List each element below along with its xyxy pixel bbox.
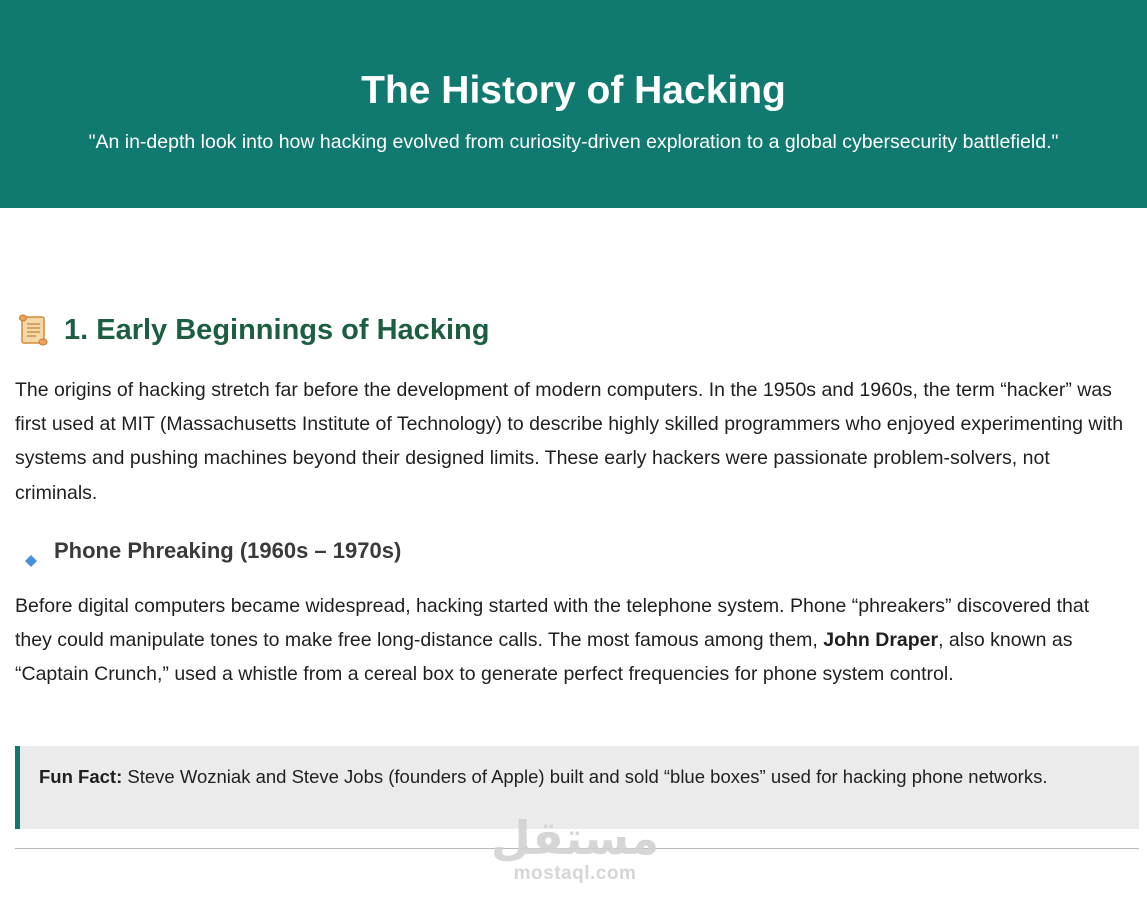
scroll-icon — [16, 312, 52, 348]
subsection-heading-text: Phone Phreaking (1960s – 1970s) — [54, 538, 402, 563]
watermark-logo: مستقل — [490, 811, 660, 865]
section-heading — [16, 308, 489, 352]
watermark — [490, 812, 660, 890]
fun-fact-label: Fun Fact: — [39, 766, 123, 787]
page-header — [0, 0, 1147, 208]
page-subtitle: "An in-depth look into how hacking evolved from curiosity-driven exploration to a global cybersecurity battlefield." — [88, 131, 1059, 153]
phreaking-paragraph — [15, 589, 1125, 692]
section-heading-text: 1. Early Beginnings of Hacking — [64, 314, 490, 346]
watermark-text: mostaql.com — [513, 863, 637, 884]
phreaking-text-before: Before digital computers became widespread, hacking started with the telephone system. Phone “phreakers” discovered that they could manipulate tones to make free long-distance calls. The most famous among them, — [15, 595, 1090, 652]
page-title: The History of Hacking — [361, 69, 786, 112]
subsection-heading — [24, 534, 401, 568]
fun-fact-text: Steve Wozniak and Steve Jobs (founders of Apple) built and sold “blue boxes” used for hacking phone networks. — [122, 766, 1048, 787]
intro-paragraph: The origins of hacking stretch far before the development of modern computers. In the 1950s and 1960s, the term “hacker” was first used at MIT (Massachusetts Institute of Technology) to describe highly skilled programmers who enjoyed experimenting with systems and pushing machines beyond their designed limits. These early hackers were passionate problem-solvers, not criminals. — [15, 379, 1124, 504]
phreaking-text-after: , also known as “Captain Crunch,” used a whistle from a cereal box to generate perfect frequencies for phone system control. — [15, 629, 1073, 686]
phreaking-bold-name: John Draper — [823, 629, 939, 652]
blue-diamond-icon — [24, 544, 38, 558]
